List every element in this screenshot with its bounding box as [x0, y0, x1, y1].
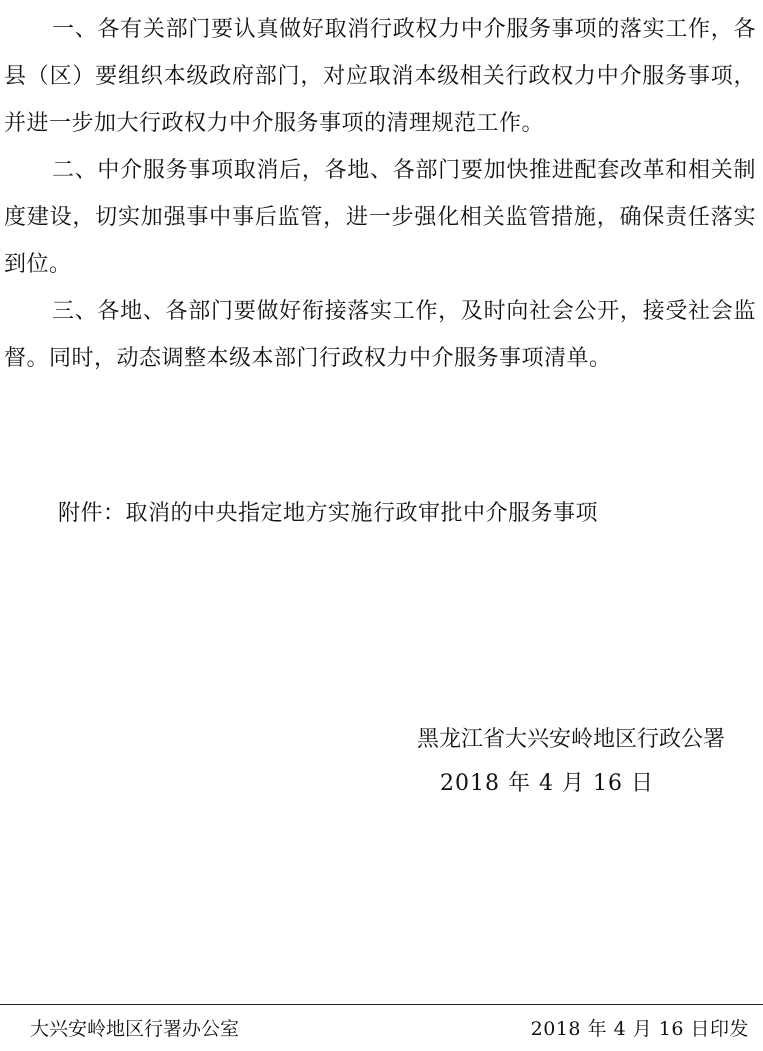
paragraph-3: 三、各地、各部门要做好衔接落实工作，及时向社会公开，接受社会监督。同时，动态调整本级本部门行政权力中介服务事项清单。: [4, 299, 756, 371]
paragraph-1: 一、各有关部门要认真做好取消行政权力中介服务事项的落实工作，各县（区）要组织本级政府部门，对应取消本级相关行政权力中介服务事项，并进一步加大行政权力中介服务事项的清理规范工作。: [4, 17, 756, 136]
issuing-authority: 黑龙江省大兴安岭地区行政公署: [416, 727, 725, 752]
paragraph-2: 二、中介服务事项取消后，各地、各部门要加快推进配套改革和相关制度建设，切实加强事中事后监管，进一步强化相关监管措施，确保责任落实到位。: [4, 158, 756, 277]
footer-office: 大兴安岭地区行署办公室: [30, 1018, 240, 1040]
footer-print-date: 2018 年 4 月 16 日印发: [530, 1018, 749, 1040]
footer-divider: [0, 1004, 763, 1005]
attachment-line: 附件：取消的中央指定地方实施行政审批中介服务事项: [58, 501, 599, 526]
document-body: [4, 6, 756, 382]
issue-date: 2018 年 4 月 16 日: [440, 771, 654, 796]
